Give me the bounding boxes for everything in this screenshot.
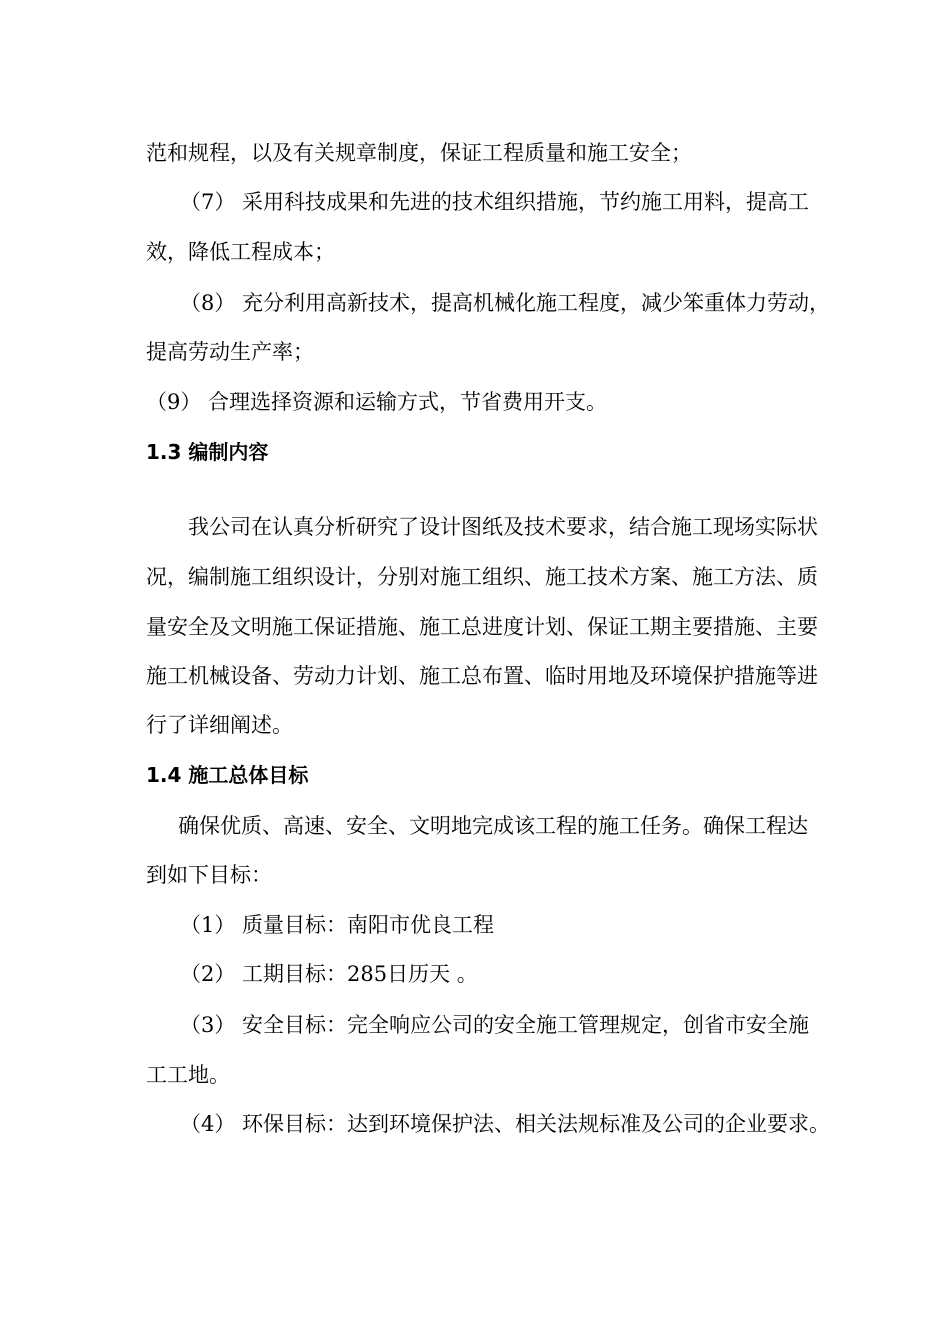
section-heading: 1.3 编制内容 bbox=[146, 440, 269, 464]
goal-item: （2） 工期目标：285日历天 。 bbox=[180, 962, 478, 986]
paragraph-line: 施工机械设备、劳动力计划、施工总布置、临时用地及环境保护措施等进 bbox=[146, 664, 818, 688]
list-item: （9） 合理选择资源和运输方式，节省费用开支。 bbox=[146, 390, 608, 414]
text-line: 工工地。 bbox=[146, 1063, 230, 1087]
section-heading: 1.4 施工总体目标 bbox=[146, 763, 309, 787]
paragraph-line: 确保优质、高速、安全、文明地完成该工程的施工任务。确保工程达 bbox=[178, 814, 808, 838]
list-item: （8） 充分利用高新技术，提高机械化施工程度，减少笨重体力劳动， bbox=[180, 291, 831, 315]
list-item: （7） 采用科技成果和先进的技术组织措施，节约施工用料，提高工 bbox=[180, 190, 810, 214]
paragraph-line: 我公司在认真分析研究了设计图纸及技术要求，结合施工现场实际状 bbox=[188, 515, 818, 539]
paragraph-line: 到如下目标： bbox=[146, 863, 272, 887]
text-line: 效，降低工程成本； bbox=[146, 240, 335, 264]
text-line: 提高劳动生产率； bbox=[146, 340, 314, 364]
goal-item: （4） 环保目标：达到环境保护法、相关法规标准及公司的企业要求。 bbox=[180, 1112, 831, 1136]
paragraph-line: 况，编制施工组织设计，分别对施工组织、施工技术方案、施工方法、质 bbox=[146, 565, 818, 589]
text-line: 范和规程，以及有关规章制度，保证工程质量和施工安全； bbox=[146, 141, 692, 165]
goal-item: （3） 安全目标：完全响应公司的安全施工管理规定，创省市安全施 bbox=[180, 1013, 810, 1037]
paragraph-line: 行了详细阐述。 bbox=[146, 713, 293, 737]
goal-item: （1） 质量目标：南阳市优良工程 bbox=[180, 913, 495, 937]
paragraph-line: 量安全及文明施工保证措施、施工总进度计划、保证工期主要措施、主要 bbox=[146, 615, 818, 639]
